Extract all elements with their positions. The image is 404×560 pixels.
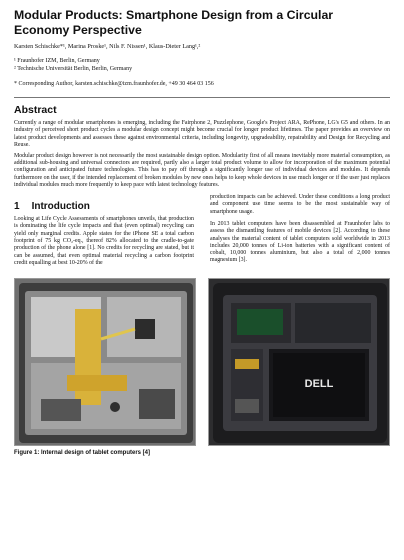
left-column — [14, 216, 194, 272]
divider — [14, 97, 390, 98]
tablet-photo-right — [208, 278, 390, 446]
paper-title: Modular Products: Smartphone Design from a Circular Economy Perspective — [14, 8, 334, 37]
affiliations — [14, 58, 390, 73]
corresponding-author: * Corresponding Author, karsten.schischke@izm.fraunhofer.de, +49 30 464 03 156 — [14, 81, 214, 88]
dell-battery-label: DELL — [304, 378, 334, 391]
abstract-heading: Abstract — [14, 104, 57, 117]
intro-right-paragraph-1: production impacts can be achieved. Under these conditions a long product and component use time seems to be the most sustainable way of smartphone usage. — [210, 194, 390, 215]
introduction-heading — [14, 201, 194, 212]
figure-1 — [14, 278, 390, 446]
tablet-teardown-left-image — [15, 279, 196, 446]
intro-left-paragraph-1: Looking at Life Cycle Assessments of smartphones unveils, that production is dominating the life cycle impacts and that (even optimal) recycling can yield only marginal credits. Apple states for the iPhone SE a total carbon footprint of 75 kg CO₂-eq., thereof 82% allocated to the cradle-to-gate production of the phone alone [1]. No credits for recycling are stated, but it can be assumed, that even optimal material recycling a carbon footprint credit equalling at best 10-20% of the — [14, 216, 194, 266]
section-number: 1 — [14, 201, 20, 213]
right-column — [210, 194, 390, 272]
affiliation-2: ² Technische Universität Berlin, Berlin, Germany — [14, 65, 133, 72]
tablet-teardown-right-image — [209, 279, 390, 446]
abstract-paragraph-2: Modular product design however is not necessarily the most sustainable design option. Modularity first of all means inevitably more material consumption, as additional sub-housing and universal connectors are required, partly also a larger total product volume to allow for incorporation of the maximum potential configuration and anticipated future technologies. This has to pay off through a significantly longer use of individual devices and modules. It depends furthermore on the user, if the intended replacement of broken modules by new ones helps to keep whole devices in use much longer or if the user just replaces individual modules much more frequently to keep pace with latest technology features. — [14, 153, 390, 188]
figure-caption: Figure 1: Internal design of tablet computers [4] — [14, 450, 151, 457]
tablet-photo-left — [14, 278, 196, 446]
intro-right-paragraph-2: In 2013 tablet computers have been disassembled at Fraunhofer labs to assess the dismantling features of mobile devices [2]. According to these analyses the material content of tablet computers sold worldwide in 2013 includes 20,000 tonnes of Li-ion batteries with a significant content of cobalt, 10,000 tonnes aluminium, but also a total of 2,000 tonnes magnesium [3]. — [210, 220, 390, 264]
section-title: Introduction — [31, 201, 90, 213]
affiliation-1: ¹ Fraunhofer IZM, Berlin, Germany — [14, 58, 100, 64]
author-list: Karsten Schischke*¹, Marina Proske¹, Nils F. Nissen¹, Klaus-Dieter Lang¹,² — [14, 43, 201, 50]
abstract-paragraph-1: Currently a range of modular smartphones is emerging, including the Fairphone 2, Puzzlephone, Google's Project ARA, RePhone, LG's G5 and others. In an industry of perceived short product cycles a modular design concept might become crucial for longer product lifetimes. The paper provides an overview on latest product developments and assesses these against environmental criteria, including longevity, upgradeability, repairability and Design for Recycling and Reuse. — [14, 120, 390, 148]
